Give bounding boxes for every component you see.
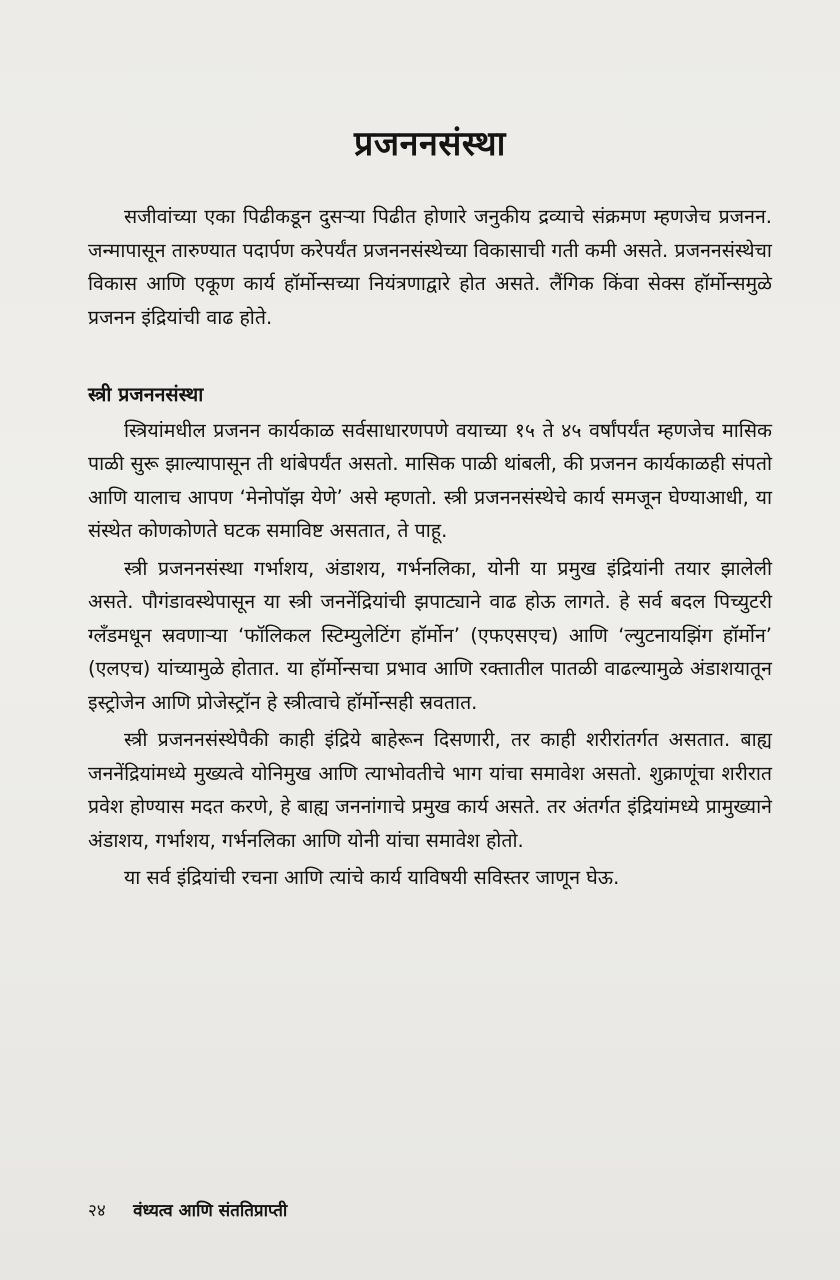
book-title: वंध्यत्व आणि संततिप्राप्ती	[133, 1201, 288, 1221]
section-heading: स्त्री प्रजननसंस्था	[88, 383, 204, 406]
body-paragraph-3: स्त्री प्रजननसंस्थेपैकी काही इंद्रिये बाहेरून दिसणारी, तर काही शरीरांतर्गत असतात. बाह्य जननेंद्रियांमध्ये मुख्यत्वे योनिमुख आणि त्याभोवतीचे भाग यांचा समावेश असतो. शुक्राणूंचा शरीरात प्रवेश होण्यास मदत करणे, हे बाह्य जननांगाचे प्रमुख कार्य असते. तर अंतर्गत इंद्रियांमध्ये प्रामुख्याने अंडाशय, गर्भाशय, गर्भनलिका आणि योनी यांचा समावेश होतो.	[88, 728, 772, 852]
chapter-title: प्रजननसंस्था	[354, 124, 506, 164]
page-number: २४	[88, 1201, 106, 1221]
intro-paragraph: सजीवांच्या एका पिढीकडून दुसऱ्या पिढीत होणारे जनुकीय द्रव्याचे संक्रमण म्हणजेच प्रजनन. जन्मापासून तारुण्यात पदार्पण करेपर्यंत प्रजननसंस्थेच्या विकासाची गती कमी असते. प्रजननसंस्थेचा विकास आणि एकूण कार्य हॉर्मोन्सच्या नियंत्रणाद्वारे होत असते. लैंगिक किंवा सेक्स हॉर्मोन्समुळे प्रजनन इंद्रियांची वाढ होते.	[88, 205, 772, 329]
body-paragraph-4: या सर्व इंद्रियांची रचना आणि त्यांचे कार्य याविषयी सविस्तर जाणून घेऊ.	[124, 866, 620, 889]
page-footer	[88, 1198, 287, 1224]
page-content	[88, 116, 772, 895]
body-paragraph-1: स्त्रियांमधील प्रजनन कार्यकाळ सर्वसाधारणपणे वयाच्या १५ ते ४५ वर्षांपर्यंत म्हणजेच मासिक पाळी सुरू झाल्यापासून ती थांबेपर्यंत असतो. मासिक पाळी थांबली, की प्रजनन कार्यकाळही संपतो आणि यालाच आपण ‘मेनोपॉझ येणे’ असे म्हणतो. स्त्री प्रजननसंस्थेचे कार्य समजून घेण्याआधी, या संस्थेत कोणकोणते घटक समाविष्ट असतात, ते पाहू.	[88, 418, 772, 542]
body-paragraph-2: स्त्री प्रजननसंस्था गर्भाशय, अंडाशय, गर्भनलिका, योनी या प्रमुख इंद्रियांनी तयार झालेली असते. पौगंडावस्थेपासून या स्त्री जननेंद्रियांची झपाट्याने वाढ होऊ लागते. हे सर्व बदल पिच्युटरी ग्लँडमधून स्रवणाऱ्या ‘फॉलिकल स्टिम्युलेटिंग हॉर्मोन’ (एफएसएच) आणि ‘ल्युटनायझिंग हॉर्मोन’ (एलएच) यांच्यामुळे होतात. या हॉर्मोन्सचा प्रभाव आणि रक्तातील पातळी वाढल्यामुळे अंडाशयातून इस्ट्रोजेन आणि प्रोजेस्ट्रॉन हे स्त्रीत्वाचे हॉर्मोन्सही स्रवतात.	[88, 556, 772, 714]
